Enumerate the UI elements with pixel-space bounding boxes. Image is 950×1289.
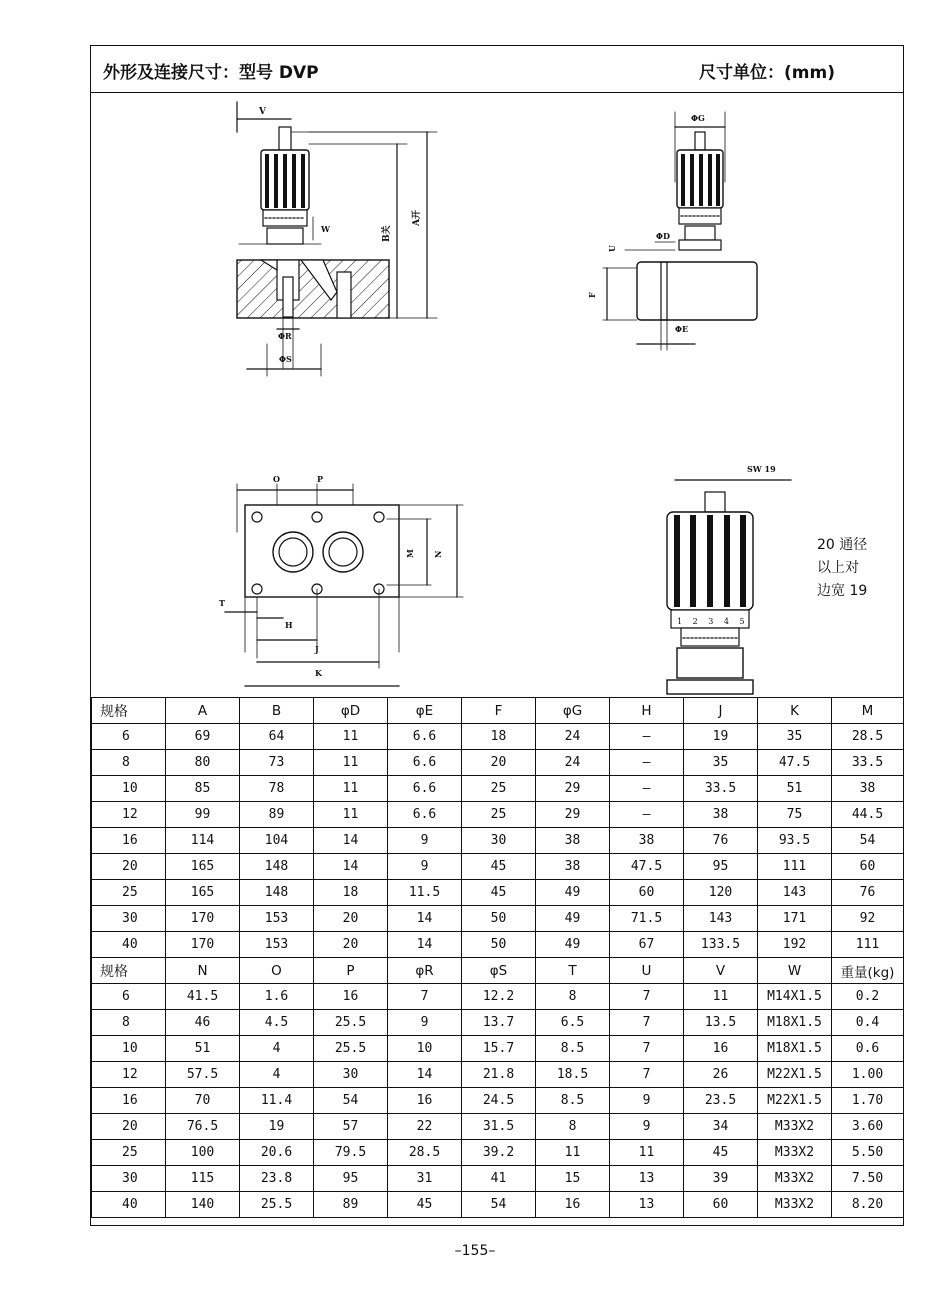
table-cell: 120 <box>684 880 758 906</box>
label-phi-d: ΦD <box>656 231 670 241</box>
table-header-row <box>92 958 904 984</box>
table-cell: 140 <box>166 1192 240 1218</box>
table-cell: 10 <box>388 1036 462 1062</box>
table-cell: 3.60 <box>832 1114 904 1140</box>
table-cell: 9 <box>388 1010 462 1036</box>
table-row <box>92 1088 904 1114</box>
table-cell: 9 <box>388 828 462 854</box>
table-row <box>92 1166 904 1192</box>
table-row <box>92 1062 904 1088</box>
table-cell: 10 <box>92 1036 166 1062</box>
table-header-cell: φG <box>536 698 610 724</box>
table-cell: 46 <box>166 1010 240 1036</box>
table-cell: 7 <box>388 984 462 1010</box>
table-cell: 11.4 <box>240 1088 314 1114</box>
table-cell: 54 <box>462 1192 536 1218</box>
table-cell: 1.6 <box>240 984 314 1010</box>
table-header-cell: 重量(kg) <box>832 958 904 984</box>
table-cell: 7.50 <box>832 1166 904 1192</box>
table-cell: 6.6 <box>388 724 462 750</box>
table-cell: 16 <box>92 828 166 854</box>
table-cell: M22X1.5 <box>758 1088 832 1114</box>
table-cell: 8 <box>536 984 610 1010</box>
table-cell: 99 <box>166 802 240 828</box>
table-cell: 18 <box>314 880 388 906</box>
table-header-cell: B <box>240 698 314 724</box>
table-cell: 15 <box>536 1166 610 1192</box>
dial-digits: 1 2 3 4 5 <box>677 617 749 626</box>
table-cell: 6.6 <box>388 776 462 802</box>
table-cell: 76 <box>832 880 904 906</box>
table-cell: 85 <box>166 776 240 802</box>
table-cell: 89 <box>240 802 314 828</box>
table-cell: — <box>610 776 684 802</box>
table-cell: 12 <box>92 802 166 828</box>
table-cell: 171 <box>758 906 832 932</box>
table-row <box>92 828 904 854</box>
table-cell: 76.5 <box>166 1114 240 1140</box>
table-cell: 39 <box>684 1166 758 1192</box>
table-cell: 71.5 <box>610 906 684 932</box>
table-cell: 47.5 <box>758 750 832 776</box>
label-t: T <box>219 598 225 608</box>
table-row <box>92 1140 904 1166</box>
table-cell: 11 <box>314 776 388 802</box>
table-cell: 12.2 <box>462 984 536 1010</box>
table-cell: 1.00 <box>832 1062 904 1088</box>
table-cell: 89 <box>314 1192 388 1218</box>
table-cell: 50 <box>462 906 536 932</box>
table-cell: 13 <box>610 1166 684 1192</box>
front-view <box>587 112 757 350</box>
table-cell: 30 <box>92 906 166 932</box>
table-cell: 57.5 <box>166 1062 240 1088</box>
table-header-cell: H <box>610 698 684 724</box>
table-cell: 4 <box>240 1062 314 1088</box>
table-cell: 49 <box>536 932 610 958</box>
table-header-cell: K <box>758 698 832 724</box>
table-cell: 11 <box>314 724 388 750</box>
table-cell: 1.70 <box>832 1088 904 1114</box>
table-cell: 0.4 <box>832 1010 904 1036</box>
table-cell: 165 <box>166 854 240 880</box>
table-cell: 11 <box>610 1140 684 1166</box>
table-row <box>92 1192 904 1218</box>
table-cell: 11.5 <box>388 880 462 906</box>
table-header-cell: A <box>166 698 240 724</box>
table-cell: 30 <box>92 1166 166 1192</box>
table-cell: 60 <box>610 880 684 906</box>
table-cell: M33X2 <box>758 1192 832 1218</box>
table-cell: 18.5 <box>536 1062 610 1088</box>
table-cell: 18 <box>462 724 536 750</box>
label-phi-r: ΦR <box>278 331 292 341</box>
table-cell: 30 <box>462 828 536 854</box>
table-row <box>92 802 904 828</box>
table-cell: 79.5 <box>314 1140 388 1166</box>
table-cell: 153 <box>240 932 314 958</box>
table-cell: 133.5 <box>684 932 758 958</box>
label-h: H <box>285 620 293 630</box>
table-row <box>92 984 904 1010</box>
table-cell: 39.2 <box>462 1140 536 1166</box>
table-cell: 6.5 <box>536 1010 610 1036</box>
table-cell: 93.5 <box>758 828 832 854</box>
table-row <box>92 1114 904 1140</box>
table-header-cell: M <box>832 698 904 724</box>
label-u: U <box>607 245 617 252</box>
table-cell: 50 <box>462 932 536 958</box>
label-k: K <box>315 668 322 678</box>
table-row <box>92 880 904 906</box>
table-cell: 8.5 <box>536 1088 610 1114</box>
table-cell: 41 <box>462 1166 536 1192</box>
table-cell: 14 <box>388 906 462 932</box>
label-v: V <box>259 107 266 117</box>
table-cell: 95 <box>684 854 758 880</box>
table-row <box>92 906 904 932</box>
table-row <box>92 1036 904 1062</box>
table-cell: 95 <box>314 1166 388 1192</box>
table-cell: 19 <box>684 724 758 750</box>
dimension-table <box>91 697 904 1218</box>
label-a: A开 <box>412 210 422 226</box>
table-cell: 11 <box>684 984 758 1010</box>
table-cell: 143 <box>758 880 832 906</box>
table-cell: 13 <box>610 1192 684 1218</box>
table-cell: 165 <box>166 880 240 906</box>
table-cell: 153 <box>240 906 314 932</box>
table-row <box>92 1010 904 1036</box>
table-cell: 20 <box>462 750 536 776</box>
label-p: P <box>317 474 324 484</box>
table-cell: 170 <box>166 932 240 958</box>
table-cell: 51 <box>758 776 832 802</box>
table-cell: 24.5 <box>462 1088 536 1114</box>
table-cell: 20 <box>314 906 388 932</box>
table-cell: 5.50 <box>832 1140 904 1166</box>
table-cell: 31 <box>388 1166 462 1192</box>
table-cell: M33X2 <box>758 1140 832 1166</box>
table-header-cell: T <box>536 958 610 984</box>
table-cell: 8 <box>92 1010 166 1036</box>
table-cell: M18X1.5 <box>758 1036 832 1062</box>
table-cell: — <box>610 750 684 776</box>
table-cell: 25.5 <box>314 1010 388 1036</box>
table-cell: 24 <box>536 750 610 776</box>
table-cell: 73 <box>240 750 314 776</box>
table-cell: 20.6 <box>240 1140 314 1166</box>
table-cell: 78 <box>240 776 314 802</box>
table-cell: 29 <box>536 802 610 828</box>
note-line: 以上对 <box>817 560 859 576</box>
table-cell: 45 <box>684 1140 758 1166</box>
label-b: B关 <box>382 225 392 242</box>
table-cell: 21.8 <box>462 1062 536 1088</box>
table-cell: 67 <box>610 932 684 958</box>
unit-label: 尺寸单位：(mm) <box>699 63 835 83</box>
table-cell: 16 <box>536 1192 610 1218</box>
table-cell: 22 <box>388 1114 462 1140</box>
table-cell: 9 <box>610 1114 684 1140</box>
table-row <box>92 750 904 776</box>
table-cell: 11 <box>314 802 388 828</box>
table-cell: 143 <box>684 906 758 932</box>
table-header-cell: J <box>684 698 758 724</box>
table-cell: 148 <box>240 880 314 906</box>
table-header-cell: φD <box>314 698 388 724</box>
note-line: 20 通径 <box>817 537 868 553</box>
table-cell: 170 <box>166 906 240 932</box>
table-cell: 25 <box>92 880 166 906</box>
table-cell: 13.5 <box>684 1010 758 1036</box>
table-cell: 6.6 <box>388 750 462 776</box>
knob-detail-view <box>667 464 791 694</box>
table-cell: 25 <box>462 802 536 828</box>
table-cell: 19 <box>240 1114 314 1140</box>
table-cell: 7 <box>610 1062 684 1088</box>
table-cell: 41.5 <box>166 984 240 1010</box>
label-o: O <box>273 474 280 484</box>
table-cell: 14 <box>314 854 388 880</box>
table-header-cell: W <box>758 958 832 984</box>
table-cell: 8.5 <box>536 1036 610 1062</box>
table-header-cell: φE <box>388 698 462 724</box>
table-cell: 25.5 <box>314 1036 388 1062</box>
table-cell: 20 <box>314 932 388 958</box>
table-cell: 45 <box>462 880 536 906</box>
label-m: M <box>405 549 415 558</box>
table-row <box>92 724 904 750</box>
table-cell: 49 <box>536 906 610 932</box>
drawing-area <box>91 92 903 697</box>
table-cell: M22X1.5 <box>758 1062 832 1088</box>
table-cell: 34 <box>684 1114 758 1140</box>
table-cell: 16 <box>388 1088 462 1114</box>
table-cell: — <box>610 724 684 750</box>
table-cell: 80 <box>166 750 240 776</box>
table-cell: — <box>610 802 684 828</box>
size-note <box>817 534 867 603</box>
table-cell: 6.6 <box>388 802 462 828</box>
table-header-cell: P <box>314 958 388 984</box>
table-cell: 8 <box>536 1114 610 1140</box>
table-cell: 23.5 <box>684 1088 758 1114</box>
table-header-cell: O <box>240 958 314 984</box>
note-line: 边宽 19 <box>817 583 868 599</box>
header-bar <box>91 46 903 93</box>
table-row <box>92 932 904 958</box>
table-row <box>92 776 904 802</box>
table-cell: 11 <box>314 750 388 776</box>
table-cell: 92 <box>832 906 904 932</box>
table-cell: 45 <box>388 1192 462 1218</box>
table-cell: 54 <box>314 1088 388 1114</box>
page-frame <box>90 45 904 1226</box>
table-cell: 16 <box>314 984 388 1010</box>
table-cell: 30 <box>314 1062 388 1088</box>
table-cell: 25 <box>462 776 536 802</box>
table-cell: 29 <box>536 776 610 802</box>
table-header-cell: U <box>610 958 684 984</box>
table-cell: 38 <box>610 828 684 854</box>
table-cell: 40 <box>92 932 166 958</box>
table-cell: 11 <box>536 1140 610 1166</box>
table-cell: 31.5 <box>462 1114 536 1140</box>
table-cell: M33X2 <box>758 1166 832 1192</box>
table-cell: 14 <box>388 1062 462 1088</box>
table-cell: 20 <box>92 1114 166 1140</box>
table-cell: 0.2 <box>832 984 904 1010</box>
table-cell: 14 <box>314 828 388 854</box>
table-header-cell: F <box>462 698 536 724</box>
table-cell: 13.7 <box>462 1010 536 1036</box>
table-cell: 111 <box>832 932 904 958</box>
table-cell: 12 <box>92 1062 166 1088</box>
table-cell: 40 <box>92 1192 166 1218</box>
table-cell: 148 <box>240 854 314 880</box>
table-cell: 54 <box>832 828 904 854</box>
table-cell: 16 <box>684 1036 758 1062</box>
table-cell: 38 <box>832 776 904 802</box>
table-cell: 9 <box>610 1088 684 1114</box>
bottom-view <box>219 474 463 686</box>
table-cell: 47.5 <box>610 854 684 880</box>
table-cell: 20 <box>92 854 166 880</box>
table-cell: 23.8 <box>240 1166 314 1192</box>
table-cell: 4 <box>240 1036 314 1062</box>
table-cell: 70 <box>166 1088 240 1114</box>
table-cell: 0.6 <box>832 1036 904 1062</box>
label-phi-g: ΦG <box>691 113 705 123</box>
label-n: N <box>433 550 443 558</box>
table-cell: 24 <box>536 724 610 750</box>
table-cell: 25.5 <box>240 1192 314 1218</box>
table-cell: 10 <box>92 776 166 802</box>
table-header-cell: φR <box>388 958 462 984</box>
table-cell: 114 <box>166 828 240 854</box>
table-cell: 35 <box>684 750 758 776</box>
table-header-cell: 规格 <box>92 698 166 724</box>
table-cell: M18X1.5 <box>758 1010 832 1036</box>
table-header-cell: 规格 <box>92 958 166 984</box>
table-cell: 8.20 <box>832 1192 904 1218</box>
table-cell: 104 <box>240 828 314 854</box>
table-cell: M14X1.5 <box>758 984 832 1010</box>
table-cell: 26 <box>684 1062 758 1088</box>
table-cell: 100 <box>166 1140 240 1166</box>
table-cell: 64 <box>240 724 314 750</box>
table-cell: 44.5 <box>832 802 904 828</box>
table-header-cell: V <box>684 958 758 984</box>
table-cell: 6 <box>92 984 166 1010</box>
label-sw: SW 19 <box>747 464 776 474</box>
table-cell: 14 <box>388 932 462 958</box>
table-cell: 9 <box>388 854 462 880</box>
side-section-view <box>237 102 437 376</box>
table-cell: 69 <box>166 724 240 750</box>
page-title: 外形及连接尺寸：型号 DVP <box>103 63 319 83</box>
table-cell: 28.5 <box>388 1140 462 1166</box>
label-phi-s: ΦS <box>279 354 292 364</box>
table-cell: 115 <box>166 1166 240 1192</box>
table-cell: 192 <box>758 932 832 958</box>
table-cell: 15.7 <box>462 1036 536 1062</box>
table-cell: 33.5 <box>832 750 904 776</box>
table-cell: 7 <box>610 1010 684 1036</box>
table-cell: 38 <box>536 854 610 880</box>
table-cell: 7 <box>610 984 684 1010</box>
page-number: –155– <box>454 1243 496 1259</box>
table-cell: 16 <box>92 1088 166 1114</box>
table-cell: 76 <box>684 828 758 854</box>
label-f: F <box>587 292 597 298</box>
table-cell: 60 <box>684 1192 758 1218</box>
table-cell: 8 <box>92 750 166 776</box>
table-cell: 57 <box>314 1114 388 1140</box>
label-w: W <box>321 224 330 234</box>
table-header-row <box>92 698 904 724</box>
table-cell: 25 <box>92 1140 166 1166</box>
table-cell: 7 <box>610 1036 684 1062</box>
label-j: J <box>315 644 319 654</box>
table-cell: 4.5 <box>240 1010 314 1036</box>
table-cell: 38 <box>536 828 610 854</box>
label-phi-e: ΦE <box>675 324 689 334</box>
table-cell: 51 <box>166 1036 240 1062</box>
table-cell: 49 <box>536 880 610 906</box>
table-cell: 35 <box>758 724 832 750</box>
table-cell: 6 <box>92 724 166 750</box>
table-cell: 45 <box>462 854 536 880</box>
table-header-cell: N <box>166 958 240 984</box>
table-cell: 28.5 <box>832 724 904 750</box>
table-cell: 111 <box>758 854 832 880</box>
table-cell: 33.5 <box>684 776 758 802</box>
table-cell: M33X2 <box>758 1114 832 1140</box>
table-cell: 60 <box>832 854 904 880</box>
table-header-cell: φS <box>462 958 536 984</box>
table-row <box>92 854 904 880</box>
table-cell: 38 <box>684 802 758 828</box>
technical-drawings <box>91 92 903 697</box>
table-cell: 75 <box>758 802 832 828</box>
